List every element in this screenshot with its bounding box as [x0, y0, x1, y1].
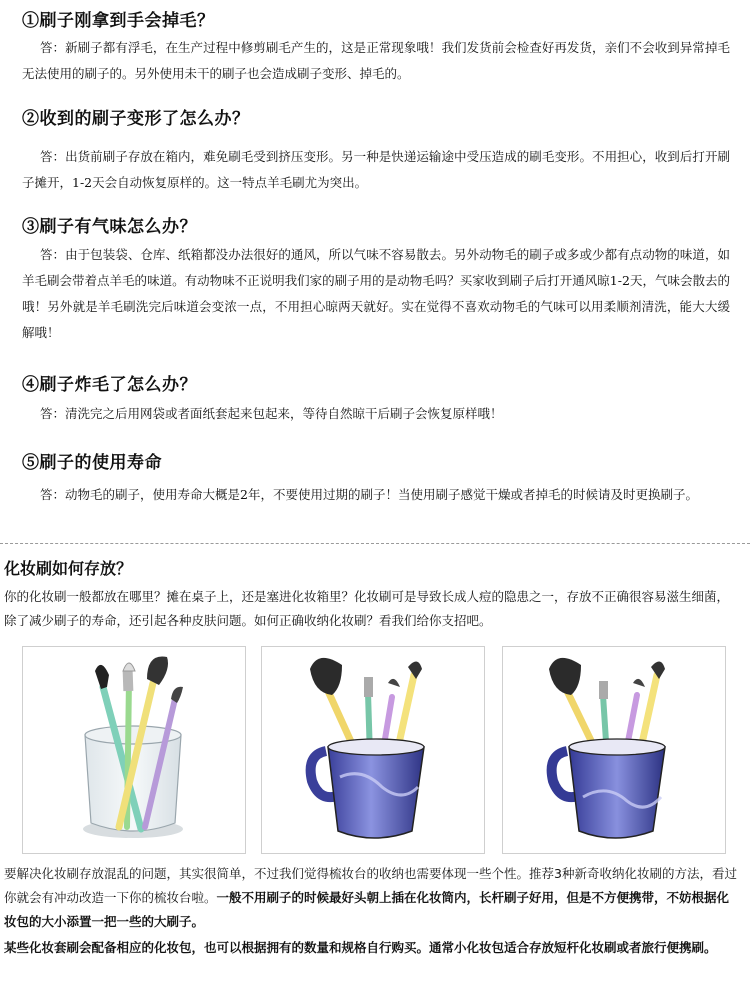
storage-bag-bold: 某些化妆套刷会配备相应的化妆包，也可以根据拥有的数量和规格自行购买。通常小化妆包适合存放短杆化妆刷或者旅行便携刷。 [4, 940, 717, 955]
storage-bag-paragraph [4, 936, 739, 960]
storage-tips-bold: 一般不用刷子的时候最好头朝上插在化妆筒内，长杆刷子好用，但是不方便携带，不妨根据化妆包的大小添置一把一些的大刷子。 [4, 890, 730, 929]
illustration-mug-brushes-2 [502, 646, 726, 854]
faq-answer-4: 答：清洗完之后用网袋或者面纸套起来包起来，等待自然晾干后刷子会恢复原样哦！ [40, 406, 503, 421]
faq-answer-1: 答：新刷子都有浮毛，在生产过程中修剪刷毛产生的，这是正常现象哦！我们发货前会检查好再发货，亲们不会收到异常掉毛无法使用的刷子的。另外使用未干的刷子也会造成刷子变形、掉毛的。 [22, 40, 730, 81]
illustration-mug-brushes-1 [261, 646, 485, 854]
faq-answer-3: 答：由于包装袋、仓库、纸箱都没办法很好的通风，所以气味不容易散去。另外动物毛的刷子或多或少都有点动物的味道，如羊毛刷会带着点羊毛的味道。有动物味不正说明我们家的刷子用的是动物毛吗？买家收到刷子后打开通风晾1-2天，气味会散去的哦！另外就是羊毛刷洗完后味道会变浓一点，不用担心晾两天就好。实在觉得不喜欢动物毛的气味可以用柔顺剂清洗，能大大缓解哦！ [22, 247, 730, 340]
faq-answer-5: 答：动物毛的刷子，使用寿命大概是2年，不要使用过期的刷子！当使用刷子感觉干燥或者掉毛的时候请及时更换刷子。 [40, 487, 698, 502]
faq-answer-2: 答：出货前刷子存放在箱内，难免刷毛受到挤压变形。另一种是快递运输途中受压造成的刷毛变形。不用担心，收到后打开刷子摊开，1-2天会自动恢复原样的。这一特点羊毛刷尤为突出。 [22, 149, 730, 190]
faq-question-5: ⑤刷子的使用寿命 [22, 453, 162, 473]
faq-question-2: ②收到的刷子变形了怎么办？ [22, 109, 250, 129]
storage-tips-text: 要解决化妆刷存放混乱的问题，其实很简单，不过我们觉得梳妆台的收纳也需要体现一些个性。推荐3种新奇收纳化妆刷的方法，看过你就会有冲动改造一下你的梳妆台啦。 [4, 866, 737, 905]
storage-title: 化妆刷如何存放？ [4, 559, 133, 578]
illustration-glass-brushes [22, 646, 246, 854]
faq-question-3: ③刷子有气味怎么办？ [22, 217, 197, 237]
faq-question-1: ①刷子刚拿到手会掉毛？ [22, 11, 215, 31]
storage-tips-paragraph [4, 862, 739, 934]
storage-intro: 你的化妆刷一般都放在哪里？摊在桌子上，还是塞进化妆箱里？化妆刷可是导致长成人痘的隐患之一，存放不正确很容易滋生细菌，除了减少刷子的寿命，还引起各种皮肤问题。如何正确收纳化妆刷？看我们给你支招吧。 [4, 589, 730, 628]
section-divider [0, 543, 750, 544]
faq-question-4: ④刷子炸毛了怎么办？ [22, 375, 197, 395]
